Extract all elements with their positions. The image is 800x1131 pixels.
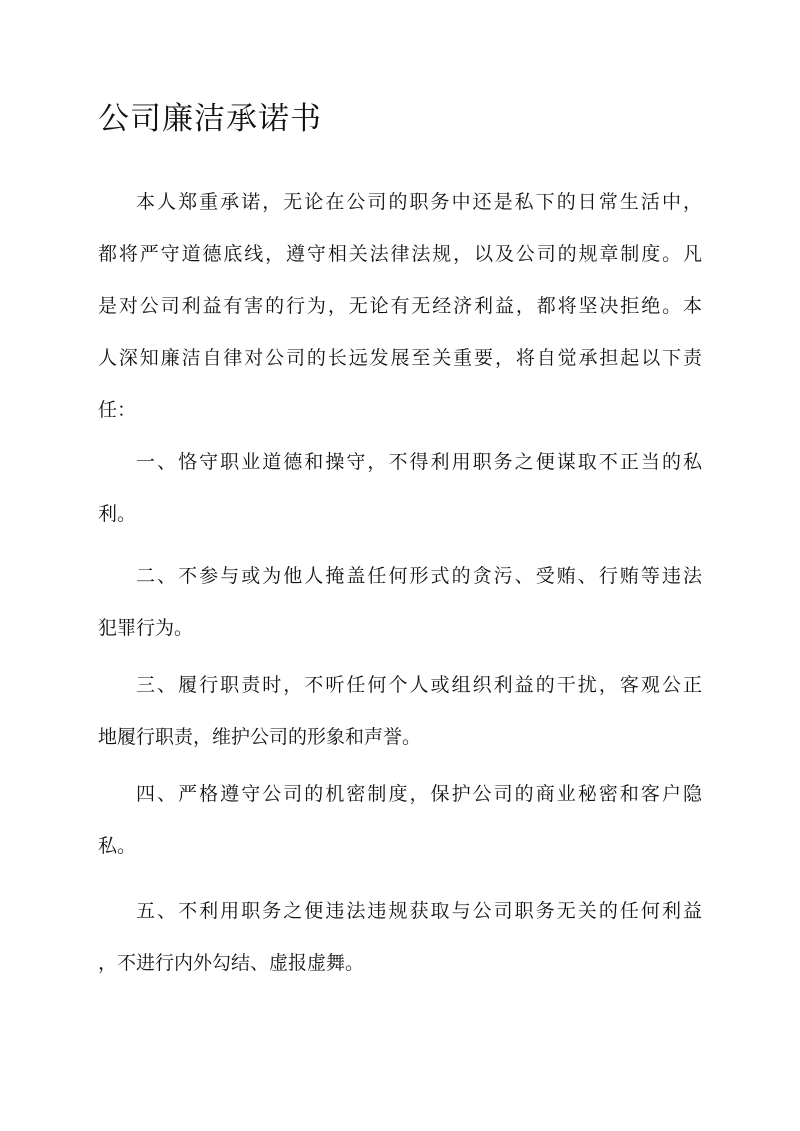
paragraph-line: 任： [98,399,137,421]
paragraph-line: 一、恪守职业道德和操守，不得利用职务之便谋取不正当的私 [136,451,702,473]
paragraph-line: ，不进行内外勾结、虚报虚舞。 [98,952,365,974]
paragraph-line: 二、不参与或为他人掩盖任何形式的贪污、受贿、行贿等违法 [136,565,702,587]
commitment-item-1 [98,436,702,540]
paragraph-line: 三、履行职责时，不听任何个人或组织利益的干扰，客观公正 [136,674,702,696]
paragraph-line: 是对公司利益有害的行为，无论有无经济利益，都将坚决拒绝。本 [98,295,702,317]
paragraph-line: 人深知廉洁自律对公司的长远发展至关重要，将自觉承担起以下责 [98,347,702,369]
paragraph-line: 四、严格遵守公司的机密制度，保护公司的商业秘密和客户隐 [136,783,702,805]
commitment-item-4 [98,768,702,872]
commitment-item-5 [98,885,702,989]
commitment-item-3 [98,659,702,763]
paragraph-line: 五、不利用职务之便违法违规获取与公司职务无关的任何利益 [136,900,702,922]
commitment-item-2 [98,550,702,654]
paragraph-line: 犯罪行为。 [98,617,194,639]
page-title: 公司廉洁承诺书 [98,101,322,137]
paragraph-line: 地履行职责，维护公司的形象和声誉。 [98,726,422,748]
paragraph-line: 本人郑重承诺，无论在公司的职务中还是私下的日常生活中， [136,191,702,213]
intro-paragraph [98,176,702,436]
paragraph-line: 私。 [98,835,137,857]
paragraph-line: 都将严守道德底线，遵守相关法律法规，以及公司的规章制度。凡 [98,243,702,265]
paragraph-line: 利。 [98,503,137,525]
